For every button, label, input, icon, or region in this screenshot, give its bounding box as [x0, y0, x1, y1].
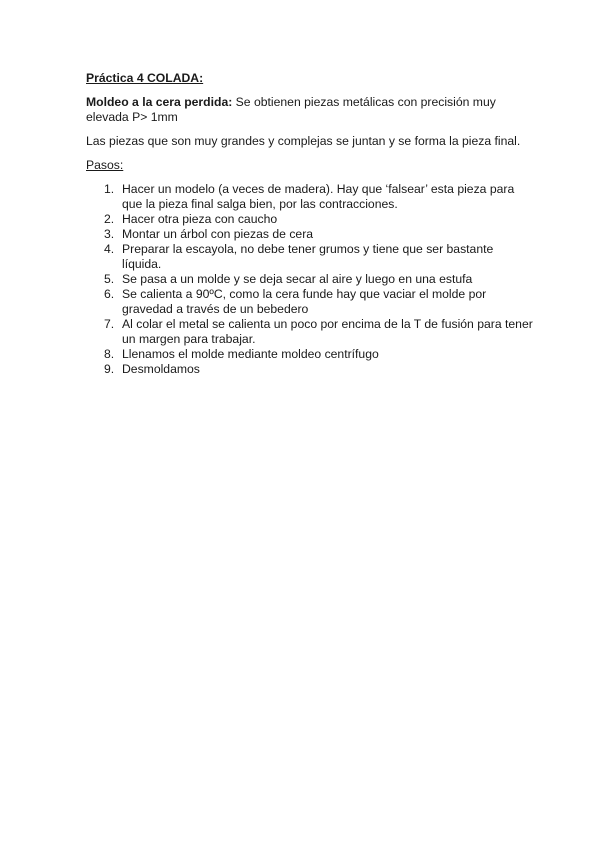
step-text: Se calienta a 90ºC, como la cera funde hay que vaciar el molde por gravedad a través de un bebedero: [122, 287, 487, 316]
step-number: 7.: [104, 317, 115, 331]
step-number: 4.: [104, 242, 115, 256]
document-title: Práctica 4 COLADA:: [86, 71, 204, 85]
list-item: [86, 362, 534, 377]
list-item: [86, 182, 534, 212]
step-text: Hacer un modelo (a veces de madera). Hay que ‘falsear’ esta pieza para que la pieza final salga bien, por las contracciones.: [122, 182, 515, 211]
step-text: Desmoldamos: [122, 362, 200, 376]
step-text: Preparar la escayola, no debe tener grumos y tiene que ser bastante líquida.: [122, 242, 494, 271]
step-number: 8.: [104, 347, 115, 361]
steps-list: [86, 182, 533, 377]
step-text: Al colar el metal se calienta un poco por encima de la T de fusión para tener un margen para trabajar.: [122, 317, 533, 346]
list-item: [86, 227, 534, 242]
step-text: Hacer otra pieza con caucho: [122, 212, 278, 226]
steps-heading: Pasos:: [86, 158, 124, 172]
intro-term: Moldeo a la cera perdida:: [86, 95, 233, 109]
step-number: 2.: [104, 212, 115, 226]
step-text: Montar un árbol con piezas de cera: [122, 227, 314, 241]
intro-paragraph: [86, 95, 526, 125]
step-number: 1.: [104, 182, 115, 196]
document-body: [86, 71, 533, 377]
intro-text: Se obtienen piezas metálicas con precisión muy elevada P> 1mm: [86, 95, 496, 124]
second-paragraph: Las piezas que son muy grandes y complejas se juntan y se forma la pieza final.: [86, 134, 521, 148]
list-item: [86, 287, 534, 317]
list-item: [86, 317, 534, 347]
list-item: [86, 242, 534, 272]
step-text: Se pasa a un molde y se deja secar al aire y luego en una estufa: [122, 272, 473, 286]
step-number: 9.: [104, 362, 115, 376]
list-item: [86, 272, 534, 287]
list-item: [86, 347, 534, 362]
step-number: 5.: [104, 272, 115, 286]
step-text: Llenamos el molde mediante moldeo centrífugo: [122, 347, 379, 361]
step-number: 3.: [104, 227, 115, 241]
list-item: [86, 212, 534, 227]
step-number: 6.: [104, 287, 115, 301]
